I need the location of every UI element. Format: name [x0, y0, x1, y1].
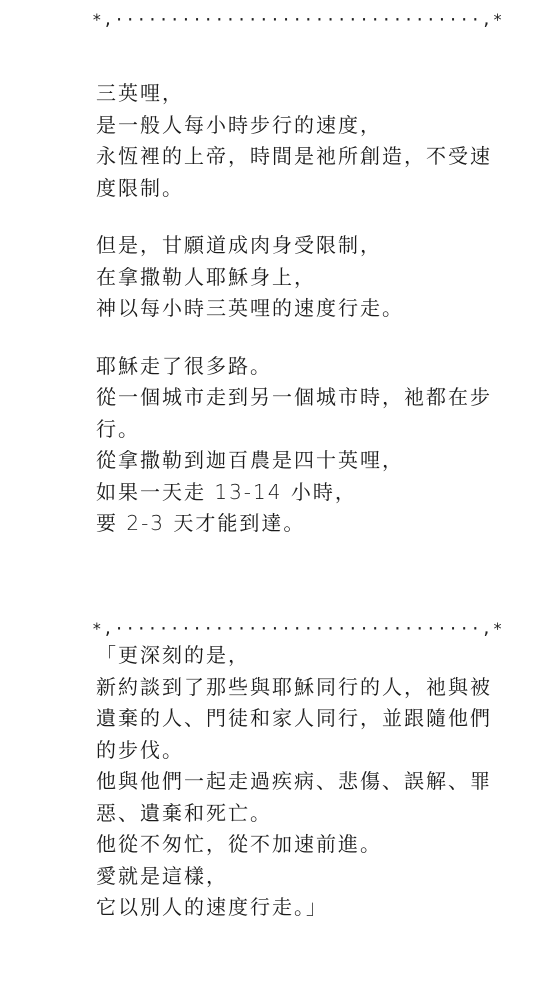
text-line: 「更深刻的是， — [96, 643, 250, 667]
text-line: 永恆裡的上帝，時間是祂所創造，不受速 — [96, 144, 492, 168]
section-quote — [96, 640, 536, 950]
paragraph-quote — [96, 640, 536, 924]
text-line: 他從不匆忙，從不加速前進。 — [96, 832, 382, 856]
text-line: 三英哩， — [96, 81, 184, 105]
section-speed-of-god — [96, 78, 536, 566]
text-line: 要 2-3 天才能到達。 — [96, 511, 306, 535]
divider-middle: *,·································,* — [92, 619, 504, 638]
text-line: 但是，甘願道成肉身受限制， — [96, 233, 382, 257]
text-line: 如果一天走 13-14 小時， — [96, 479, 357, 504]
text-line: 遺棄的人、門徒和家人同行，並跟隨他們 — [96, 706, 492, 730]
text-line: 從一個城市走到另一個城市時，祂都在步 — [96, 385, 492, 409]
text-line: 是一般人每小時步行的速度， — [96, 112, 382, 137]
paragraph-jesus-walked — [96, 351, 536, 540]
text-line: 它以別人的速度行走。」 — [96, 895, 328, 919]
text-line: 行。 — [96, 416, 140, 441]
text-line: 耶穌走了很多路。 — [96, 353, 272, 378]
text-line: 神以每小時三英哩的速度行走。 — [96, 296, 404, 320]
text-line: 惡、遺棄和死亡。 — [96, 800, 272, 825]
text-line: 愛就是這樣， — [96, 863, 228, 888]
divider-top: *,·································,* — [92, 10, 504, 29]
paragraph-incarnation — [96, 230, 536, 325]
text-line: 在拿撒勒人耶穌身上， — [96, 264, 316, 289]
text-line: 的步伐。 — [96, 737, 184, 762]
text-line: 度限制。 — [96, 175, 184, 200]
text-line: 新約談到了那些與耶穌同行的人，祂與被 — [96, 674, 492, 699]
paragraph-three-miles — [96, 78, 536, 204]
text-line: 他與他們一起走過疾病、悲傷、誤解、罪 — [96, 769, 492, 793]
text-line: 從拿撒勒到迦百農是四十英哩， — [96, 448, 404, 472]
